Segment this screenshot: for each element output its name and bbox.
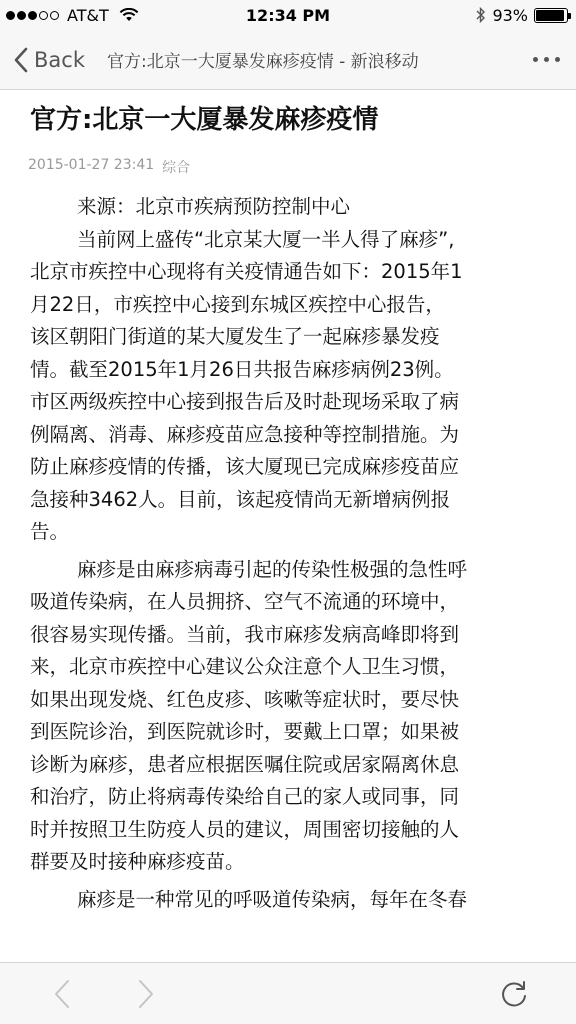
more-dots-icon <box>533 57 538 62</box>
article-line: 诊断为麻疹，患者应根据医嘱住院或居家隔离休息 <box>30 752 460 776</box>
article-title: 官方:北京一大厦暴发麻疹疫情 <box>30 105 379 135</box>
article-line: 月22日，市疾控中心接到东城区疾控中心报告， <box>30 292 445 316</box>
article-body <box>0 191 576 916</box>
page-title: 官方:北京一大厦暴发麻疹疫情 - 新浪移动 <box>106 52 419 72</box>
article-line: 吸道传染病，在人员拥挤、空气不流通的环境中， <box>30 590 460 613</box>
article-meta <box>28 157 576 177</box>
chevron-left-icon <box>54 979 70 1009</box>
article-line: 来，北京市疾控中心建议公众注意个人卫生习惯， <box>30 655 460 678</box>
back-button[interactable] <box>0 30 85 89</box>
article-line: 北京市疾控中心现将有关疫情通告如下：2015年1 <box>30 260 463 283</box>
article-line: 和治疗，防止将病毒传染给自己的家人或同事，同 <box>30 785 460 808</box>
status-left <box>0 6 139 25</box>
article-line: 当前网上盛传“北京某大厦一半人得了麻疹”, <box>77 227 455 251</box>
article-line: 该区朝阳门街道的某大厦发生了一起麻疹暴发疫 <box>30 325 440 348</box>
article-line: 告。 <box>30 520 70 543</box>
article-line: 例隔离、消毒、麻疹疫苗应急接种等控制措施。为 <box>30 422 460 446</box>
signal-strength-icon <box>6 11 59 20</box>
article-line: 时并按照卫生防疫人员的建议，周围密切接触的人 <box>30 817 460 841</box>
browser-forward-button[interactable] <box>116 963 176 1024</box>
chevron-right-icon <box>138 979 154 1009</box>
battery-icon <box>534 8 568 23</box>
status-right <box>476 6 576 25</box>
article-category: 综合 <box>162 160 191 176</box>
article-line: 群要及时接种麻疹疫苗。 <box>30 850 245 873</box>
reload-button[interactable] <box>484 963 544 1024</box>
navigation-bar <box>0 30 576 90</box>
more-options-button[interactable] <box>516 30 576 89</box>
article-line: 防止麻疹疫情的传播，该大厦现已完成麻疹疫苗应 <box>30 455 460 478</box>
battery-level-fill <box>536 10 564 21</box>
article-line: 急接种3462人。目前，该起疫情尚无新增病例报 <box>30 487 451 511</box>
reload-icon <box>499 979 529 1009</box>
status-time: 12:34 PM <box>245 5 331 25</box>
article-line: 麻疹是一种常见的呼吸道传染病，每年在冬春 <box>77 887 468 911</box>
article-date: 2015-01-27 23:41 <box>28 157 155 173</box>
browser-back-button[interactable] <box>32 963 92 1024</box>
carrier-label: AT&T <box>67 5 109 25</box>
article-line: 市区两级疾控中心接到报告后及时赴现场采取了病 <box>30 390 460 413</box>
article-line: 很容易实现传播。当前，我市麻疹发病高峰即将到 <box>30 622 460 646</box>
article-content[interactable] <box>0 91 576 961</box>
article-line: 到医院诊治，到医院就诊时，要戴上口罩；如果被 <box>30 720 460 743</box>
bluetooth-icon <box>476 7 486 23</box>
article-line: 如果出现发烧、红色皮疹、咳嗽等症状时，要尽快 <box>30 687 460 711</box>
wifi-icon <box>119 8 139 22</box>
article-line: 麻疹是由麻疹病毒引起的传染性极强的急性呼 <box>77 557 468 581</box>
status-bar <box>0 0 576 30</box>
article-line: 来源：北京市疾病预防控制中心 <box>77 195 351 218</box>
article-line: 情。截至2015年1月26日共报告麻疹病例23例。 <box>30 357 454 381</box>
bottom-toolbar <box>0 962 576 1024</box>
chevron-left-icon <box>14 47 28 73</box>
battery-percent: 93% <box>492 5 528 25</box>
back-label: Back <box>34 47 85 72</box>
